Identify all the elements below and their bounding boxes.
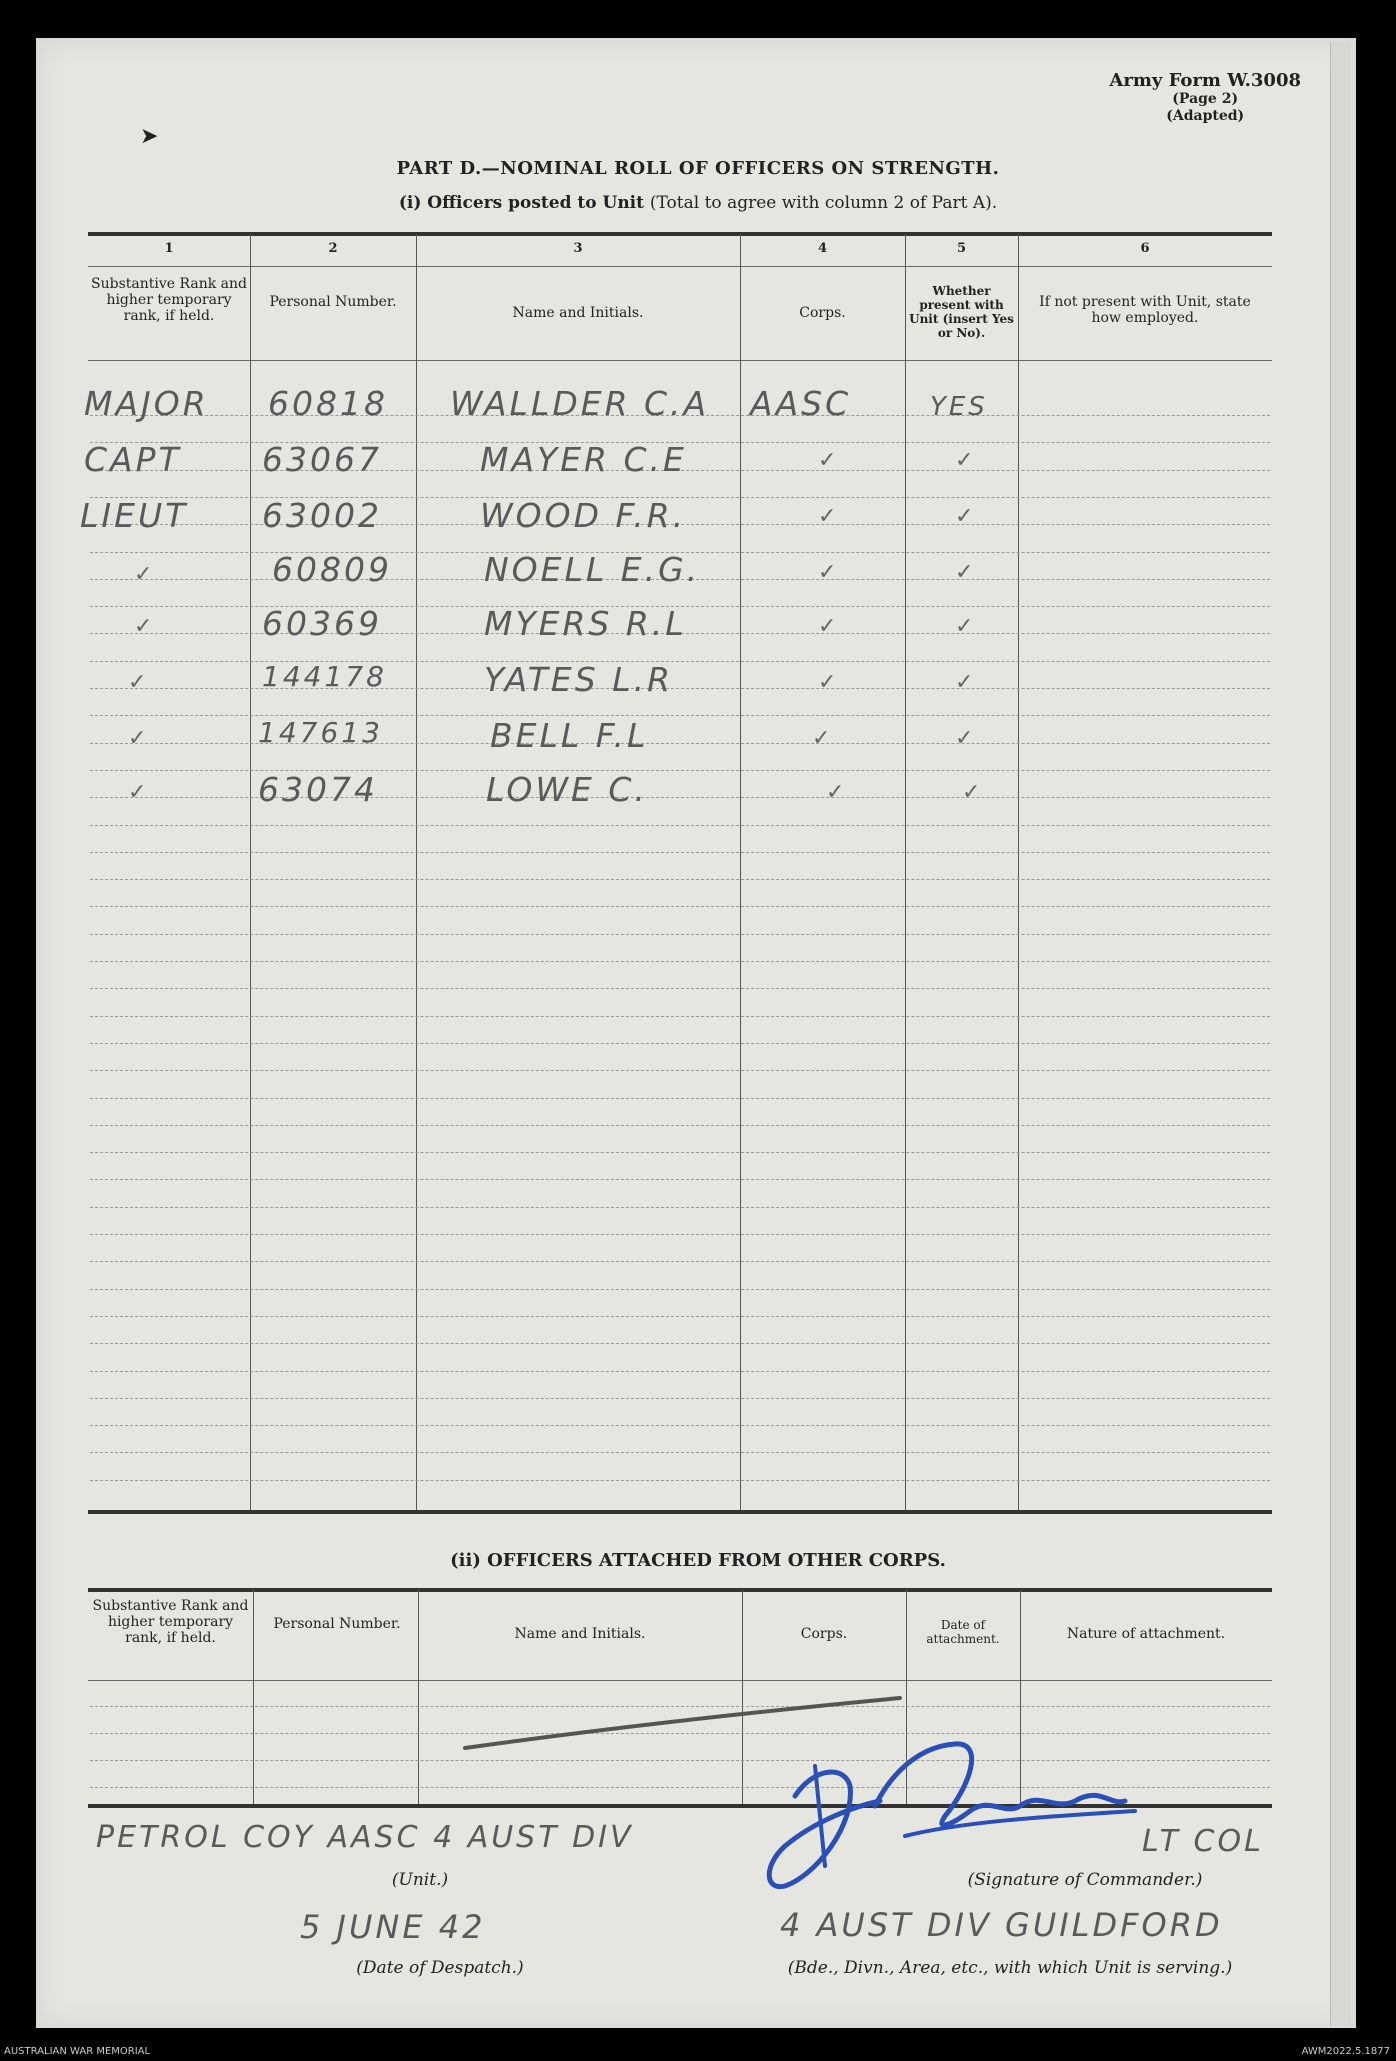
row-2-name: WOOD F.R. bbox=[480, 496, 687, 535]
table1-col-divider bbox=[1018, 234, 1019, 1510]
row-1-present: ✓ bbox=[955, 448, 974, 473]
ruled-line bbox=[90, 1234, 1270, 1235]
row-6-name: BELL F.L bbox=[490, 716, 649, 755]
col2-header: Personal Number. bbox=[269, 294, 397, 310]
row-6-number: 147613 bbox=[258, 716, 383, 749]
row-6-rank: ✓ bbox=[128, 726, 147, 751]
section1-note: (Total to agree with column 2 of Part A). bbox=[649, 193, 998, 213]
row-4-number: 60369 bbox=[262, 604, 382, 643]
table1-header-rule bbox=[88, 360, 1272, 361]
row-2-rank: LIEUT bbox=[80, 496, 189, 535]
row-7-name: LOWE C. bbox=[486, 770, 648, 809]
col5-header: Whether present with Unit (insert Yes or No). bbox=[909, 284, 1014, 340]
col3-number: 3 bbox=[573, 241, 583, 256]
row-2-number: 63002 bbox=[262, 496, 382, 535]
unit-caption: (Unit.) bbox=[391, 1870, 449, 1890]
row-4-rank: ✓ bbox=[134, 614, 153, 639]
table2-header-rule bbox=[88, 1680, 1272, 1681]
col6-number: 6 bbox=[1140, 241, 1150, 256]
t2-col2-header: Personal Number. bbox=[273, 1616, 401, 1632]
table1-col-divider bbox=[250, 234, 251, 1510]
archive-id: AWM2022.5.1877 bbox=[1301, 2046, 1390, 2057]
table1-top-rule bbox=[88, 232, 1272, 236]
ruled-line bbox=[90, 1043, 1270, 1044]
formation-caption: (Bde., Divn., Area, etc., with which Unit is serving.) bbox=[787, 1958, 1233, 1978]
row-1-name: MAYER C.E bbox=[480, 440, 687, 479]
ruled-line bbox=[90, 1452, 1270, 1453]
row-2-corps: ✓ bbox=[818, 504, 837, 529]
ruled-line bbox=[90, 1371, 1270, 1372]
row-5-corps: ✓ bbox=[818, 670, 837, 695]
ruled-line bbox=[90, 1016, 1270, 1017]
table1-number-rule bbox=[88, 266, 1272, 267]
part-heading: PART D.—NOMINAL ROLL OF OFFICERS ON STRENGTH. bbox=[396, 158, 1000, 179]
ruled-line bbox=[90, 906, 1270, 907]
row-0-number: 60818 bbox=[268, 384, 388, 423]
row-1-corps: ✓ bbox=[818, 448, 837, 473]
ruled-line bbox=[90, 1398, 1270, 1399]
unit-value: PETROL COY AASC 4 AUST DIV bbox=[96, 1820, 634, 1855]
ruled-line bbox=[90, 1070, 1270, 1071]
row-7-corps: ✓ bbox=[826, 780, 845, 805]
row-3-name: NOELL E.G. bbox=[484, 550, 701, 589]
row-5-number: 144178 bbox=[262, 660, 387, 693]
col5-number: 5 bbox=[956, 241, 967, 256]
row-7-rank: ✓ bbox=[128, 780, 147, 805]
signature-caption: (Signature of Commander.) bbox=[967, 1870, 1203, 1890]
ruled-line bbox=[90, 1480, 1270, 1481]
row-0-name: WALLDER C.A bbox=[450, 384, 710, 423]
paper-edge bbox=[1330, 42, 1351, 2026]
section1-heading bbox=[0, 193, 1396, 213]
row-0-rank: MAJOR bbox=[84, 384, 209, 423]
ruled-line bbox=[90, 1425, 1270, 1426]
col4-number: 4 bbox=[817, 241, 828, 256]
date-value: 5 JUNE 42 bbox=[300, 1908, 486, 1946]
row-5-rank: ✓ bbox=[128, 670, 147, 695]
ruled-line bbox=[90, 1261, 1270, 1262]
col6-header: If not present with Unit, state how employed. bbox=[1039, 294, 1251, 326]
form-adapted: (Adapted) bbox=[1166, 108, 1245, 124]
t2-col5-header: Date of attachment. bbox=[926, 1618, 1000, 1646]
row-2-present: ✓ bbox=[955, 504, 974, 529]
row-5-name: YATES L.R bbox=[484, 660, 674, 699]
punch-hole-mark: ➤ bbox=[140, 124, 159, 149]
ruled-line bbox=[90, 1316, 1270, 1317]
table1-col-divider bbox=[740, 234, 741, 1510]
row-0-corps: AASC bbox=[750, 384, 852, 423]
row-3-corps: ✓ bbox=[818, 560, 837, 585]
formation-value: 4 AUST DIV GUILDFORD bbox=[780, 1906, 1223, 1944]
row-4-name: MYERS R.L bbox=[484, 604, 687, 643]
ruled-line bbox=[90, 1179, 1270, 1180]
ruled-line bbox=[90, 852, 1270, 853]
row-7-present: ✓ bbox=[962, 780, 981, 805]
ruled-line bbox=[90, 961, 1270, 962]
ruled-line bbox=[90, 825, 1270, 826]
t2-col4-header: Corps. bbox=[800, 1626, 848, 1642]
row-1-rank: CAPT bbox=[84, 440, 182, 479]
ruled-line bbox=[90, 988, 1270, 989]
row-6-corps: ✓ bbox=[812, 726, 831, 751]
row-1-number: 63067 bbox=[262, 440, 382, 479]
row-7-number: 63074 bbox=[258, 770, 378, 809]
signature-rank: LT COL bbox=[1142, 1824, 1264, 1859]
table2-col-divider bbox=[253, 1590, 254, 1804]
date-caption: (Date of Despatch.) bbox=[356, 1958, 524, 1978]
table2-col-divider bbox=[418, 1590, 419, 1804]
row-3-rank: ✓ bbox=[134, 562, 153, 587]
ruled-line bbox=[90, 934, 1270, 935]
form-title: Army Form W.3008 bbox=[1109, 70, 1301, 91]
table1-col-divider bbox=[905, 234, 906, 1510]
row-4-corps: ✓ bbox=[818, 614, 837, 639]
ruled-line bbox=[90, 1207, 1270, 1208]
ruled-line bbox=[90, 1289, 1270, 1290]
form-identifier bbox=[1109, 70, 1301, 125]
ruled-line bbox=[90, 1343, 1270, 1344]
col2-number: 2 bbox=[328, 241, 338, 256]
section1-label: (i) Officers posted to Unit bbox=[398, 193, 644, 213]
t2-col3-header: Name and Initials. bbox=[514, 1626, 646, 1642]
ruled-line bbox=[90, 1098, 1270, 1099]
archive-credit: AUSTRALIAN WAR MEMORIAL bbox=[4, 2046, 151, 2057]
table1-bottom-rule bbox=[88, 1510, 1272, 1514]
ruled-line bbox=[90, 1152, 1270, 1153]
table1-col-divider bbox=[416, 234, 417, 1510]
form-page: (Page 2) bbox=[1172, 91, 1239, 107]
row-6-present: ✓ bbox=[955, 726, 974, 751]
col4-header: Corps. bbox=[799, 305, 846, 321]
row-3-number: 60809 bbox=[272, 550, 392, 589]
col1-number: 1 bbox=[164, 241, 174, 256]
section2-heading: (ii) OFFICERS ATTACHED FROM OTHER CORPS. bbox=[450, 1550, 946, 1571]
row-3-present: ✓ bbox=[955, 560, 974, 585]
row-5-present: ✓ bbox=[955, 670, 974, 695]
col1-header: Substantive Rank and higher temporary rank, if held. bbox=[91, 276, 247, 324]
t2-col6-header: Nature of attachment. bbox=[1066, 1626, 1226, 1642]
t2-col1-header: Substantive Rank and higher temporary rank, if held. bbox=[92, 1598, 249, 1646]
table2-top-rule bbox=[88, 1588, 1272, 1592]
row-0-present: YES bbox=[930, 392, 988, 422]
row-4-present: ✓ bbox=[955, 614, 974, 639]
ruled-line bbox=[90, 879, 1270, 880]
col3-header: Name and Initials. bbox=[512, 305, 644, 321]
ruled-line bbox=[90, 1125, 1270, 1126]
